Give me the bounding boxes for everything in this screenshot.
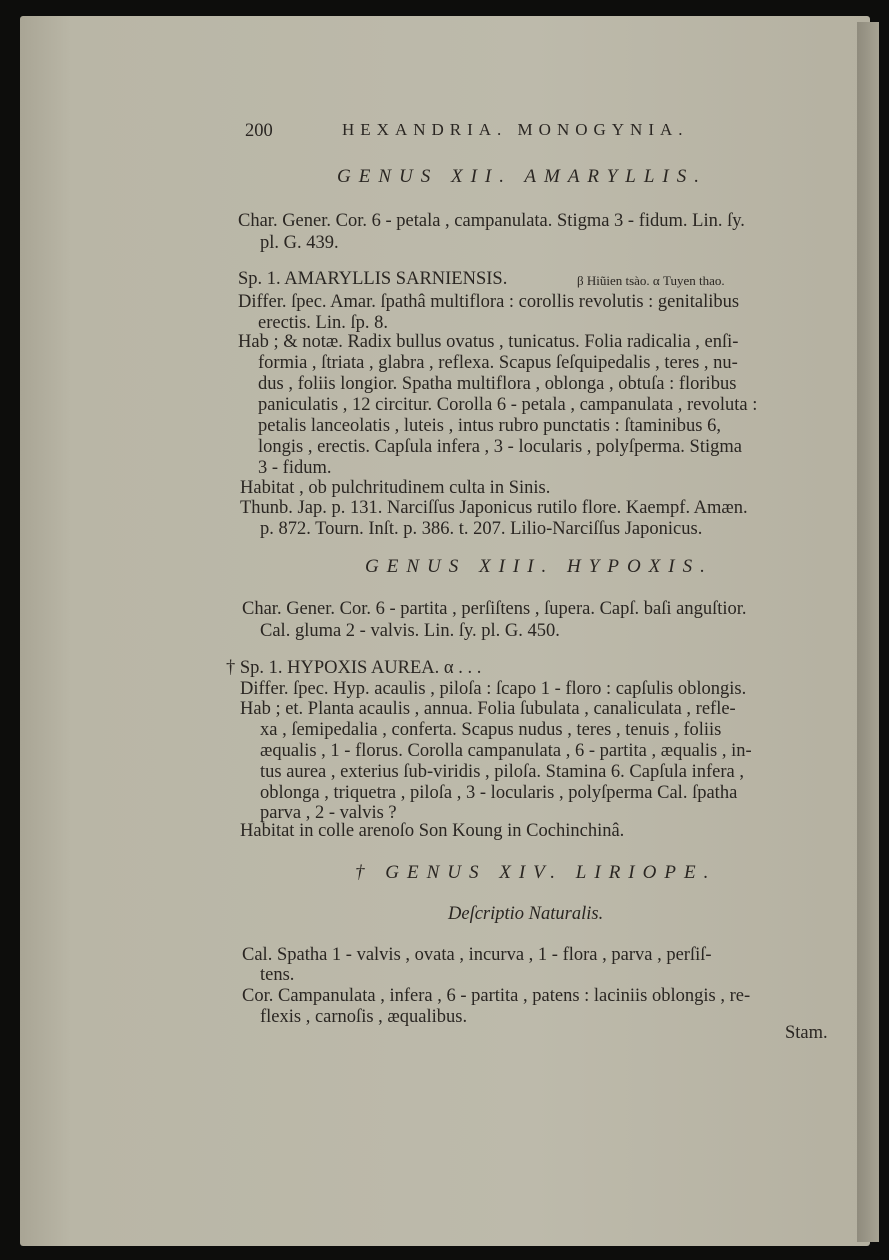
amaryllis-reference-line2: p. 872. Tourn. Inſt. p. 386. t. 207. Lilio-Narciſſus Japonicus. [260, 519, 703, 539]
amaryllis-hab-line2: formia , ſtriata , glabra , reflexa. Scapus ſeſquipedalis , teres , nu- [258, 353, 738, 373]
liriope-cal-line1: Cal. Spatha 1 - valvis , ovata , incurva , 1 - flora , parva , perſiſ- [242, 945, 712, 965]
liriope-cal-line2: tens. [260, 965, 295, 985]
genus-12-char-line2: pl. G. 439. [260, 233, 339, 253]
page-edge [857, 22, 879, 1242]
hypoxis-habitat: Habitat in colle arenoſo Son Koung in Cochinchinâ. [240, 821, 625, 841]
hypoxis-hab-line2: xa , ſemipedalia , conferta. Scapus nudus , teres , tenuis , foliis [260, 720, 722, 740]
liriope-cor-line2: flexis , carnoſis , æqualibus. [260, 1007, 468, 1027]
liriope-cor-line1: Cor. Campanulata , infera , 6 - partita , patens : laciniis oblongis , re- [242, 986, 751, 1006]
genus-14-subtitle: Deſcriptio Naturalis. [448, 904, 604, 924]
amaryllis-hab-line7: 3 - fidum. [258, 458, 332, 478]
amaryllis-hab-line5: petalis lanceolatis , luteis , intus rubro punctatis : ſtaminibus 6, [258, 416, 721, 436]
species-hypoxis-heading: † Sp. 1. HYPOXIS AUREA. α . . . [226, 658, 482, 678]
hypoxis-hab-line1: Hab ; et. Planta acaulis , annua. Folia ſubulata , canaliculata , refle- [240, 699, 736, 719]
genus-13-title: GENUS XIII. HYPOXIS. [365, 556, 713, 577]
amaryllis-differ-line2: erectis. Lin. ſp. 8. [258, 313, 388, 333]
genus-12-title: GENUS XII. AMARYLLIS. [337, 166, 707, 187]
catchword: Stam. [785, 1023, 828, 1043]
running-title: HEXANDRIA. MONOGYNIA. [342, 120, 689, 139]
genus-13-char-line1: Char. Gener. Cor. 6 - partita , perſiſtens , ſupera. Capſ. baſi anguſtior. [242, 599, 747, 619]
species-amaryllis-heading: Sp. 1. AMARYLLIS SARNIENSIS. [238, 269, 508, 289]
amaryllis-hab-line1: Hab ; & notæ. Radix bullus ovatus , tunicatus. Folia radicalia , enſi- [238, 332, 739, 352]
hypoxis-differ: Differ. ſpec. Hyp. acaulis , piloſa : ſcapo 1 - floro : capſulis oblongis. [240, 679, 747, 699]
hypoxis-hab-line3: æqualis , 1 - florus. Corolla campanulata , 6 - partita , æqualis , in- [260, 741, 752, 761]
amaryllis-reference-line1: Thunb. Jap. p. 131. Narciſſus Japonicus rutilo flore. Kaempf. Amæn. [240, 498, 748, 518]
genus-13-char-line2: Cal. gluma 2 - valvis. Lin. ſy. pl. G. 450. [260, 621, 560, 641]
amaryllis-hab-line6: longis , erectis. Capſula infera , 3 - locularis , polyſperma. Stigma [258, 437, 742, 457]
genus-14-title: † GENUS XIV. LIRIOPE. [355, 862, 717, 883]
amaryllis-differ-line1: Differ. ſpec. Amar. ſpathâ multiflora : corollis revolutis : genitalibus [238, 292, 740, 312]
species-amaryllis-vernacular: β Hiũien tsào. α Tuyen thao. [577, 273, 725, 288]
page-number: 200 [245, 121, 273, 141]
hypoxis-hab-line5: oblonga , triquetra , piloſa , 3 - locularis , polyſperma Cal. ſpatha [260, 783, 738, 803]
amaryllis-hab-line3: dus , foliis longior. Spatha multiflora , oblonga , obtuſa : floribus [258, 374, 737, 394]
amaryllis-habitat: Habitat , ob pulchritudinem culta in Sinis. [240, 478, 551, 498]
hypoxis-hab-line4: tus aurea , exterius ſub-viridis , piloſa. Stamina 6. Capſula infera , [260, 762, 744, 782]
hypoxis-hab-line6: parva , 2 - valvis ? [260, 803, 397, 823]
genus-12-char-line1: Char. Gener. Cor. 6 - petala , campanulata. Stigma 3 - fidum. Lin. ſy. [238, 211, 745, 231]
amaryllis-hab-line4: paniculatis , 12 circitur. Corolla 6 - petala , campanulata , revoluta : [258, 395, 758, 415]
